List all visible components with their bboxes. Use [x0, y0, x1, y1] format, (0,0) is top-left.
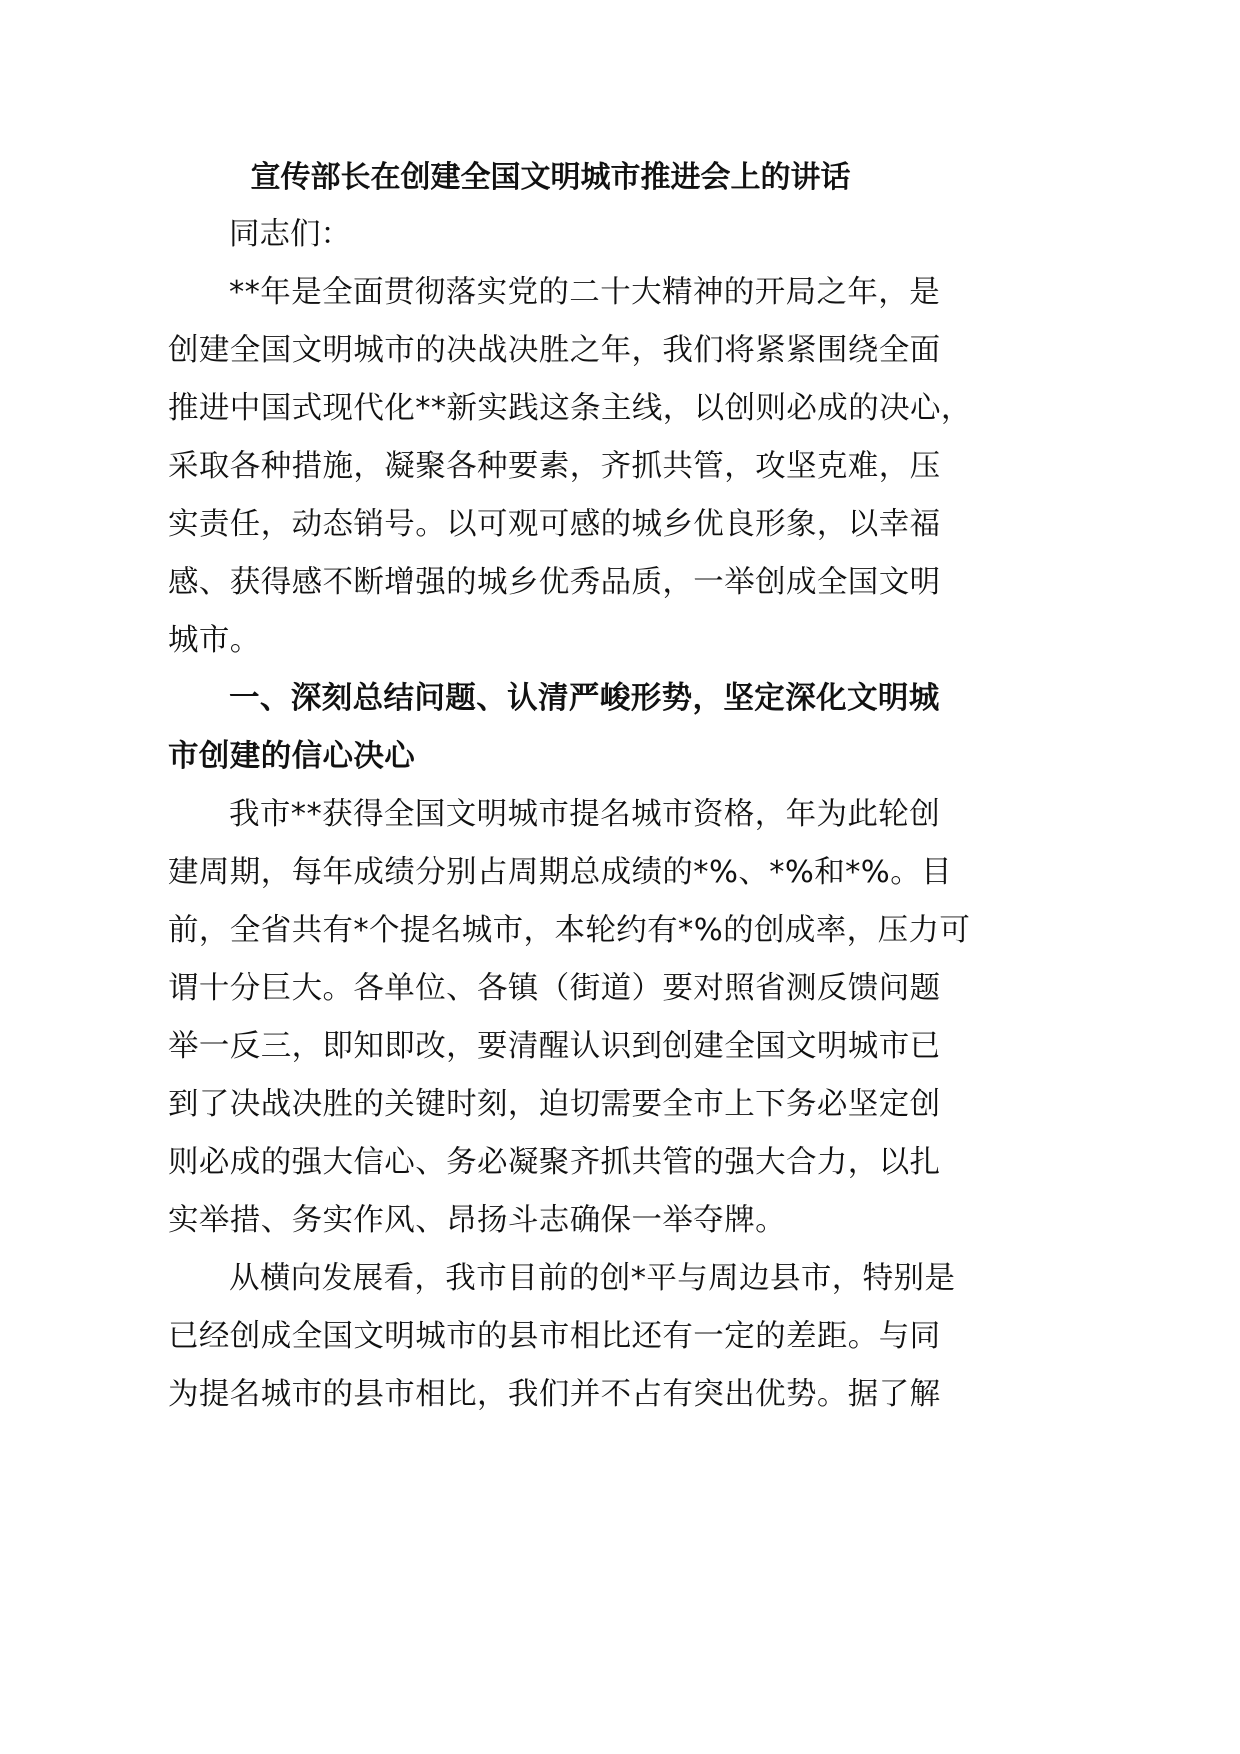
heading-line: 一、深刻总结问题、认清严峻形势，坚定深化文明城	[229, 681, 940, 716]
text-line: 已经创成全国文明城市的县市相比还有一定的差距。与同	[168, 1319, 941, 1354]
text-line: 建周期，每年成绩分别占周期总成绩的*%、*%和*%。目	[168, 855, 952, 890]
text-line: 从横向发展看，我市目前的创*平与周边县市，特别是	[229, 1261, 956, 1296]
text-line: 前，全省共有*个提名城市，本轮约有*%的创成率，压力可	[168, 913, 971, 948]
text-line: 城市。	[168, 623, 261, 658]
text-line: 我市**获得全国文明城市提名城市资格，年为此轮创	[229, 797, 941, 832]
text-line: **年是全面贯彻落实党的二十大精神的开局之年，是	[229, 275, 941, 310]
section-heading-1	[168, 670, 941, 786]
text-line: 创建全国文明城市的决战决胜之年，我们将紧紧围绕全面	[168, 333, 941, 368]
text-line: 推进中国式现代化**新实践这条主线，以创则必成的决心，	[168, 391, 972, 426]
text-line: 则必成的强大信心、务必凝聚齐抓共管的强大合力，以扎	[168, 1145, 941, 1180]
text-line: 感、获得感不断增强的城乡优秀品质，一举创成全国文明	[168, 565, 941, 600]
document-title: 宣传部长在创建全国文明城市推进会上的讲话	[250, 160, 851, 195]
salutation: 同志们：	[229, 217, 351, 252]
document-page	[168, 150, 972, 1424]
paragraph-comparison	[168, 1250, 956, 1424]
heading-line: 市创建的信心决心	[168, 739, 416, 774]
text-line: 实责任，动态销号。以可观可感的城乡优良形象，以幸福	[168, 507, 941, 542]
text-line: 为提名城市的县市相比，我们并不占有突出优势。据了解	[168, 1377, 941, 1412]
text-line: 采取各种措施，凝聚各种要素，齐抓共管，攻坚克难，压	[168, 449, 941, 484]
text-line: 到了决战决胜的关键时刻，迫切需要全市上下务必坚定创	[168, 1087, 941, 1122]
paragraph-intro	[168, 264, 972, 670]
text-line: 谓十分巨大。各单位、各镇（街道）要对照省测反馈问题	[168, 971, 941, 1006]
paragraph-nomination	[168, 786, 971, 1250]
text-line: 举一反三，即知即改，要清醒认识到创建全国文明城市已	[168, 1029, 941, 1064]
text-line: 实举措、务实作风、昂扬斗志确保一举夺牌。	[168, 1203, 786, 1238]
